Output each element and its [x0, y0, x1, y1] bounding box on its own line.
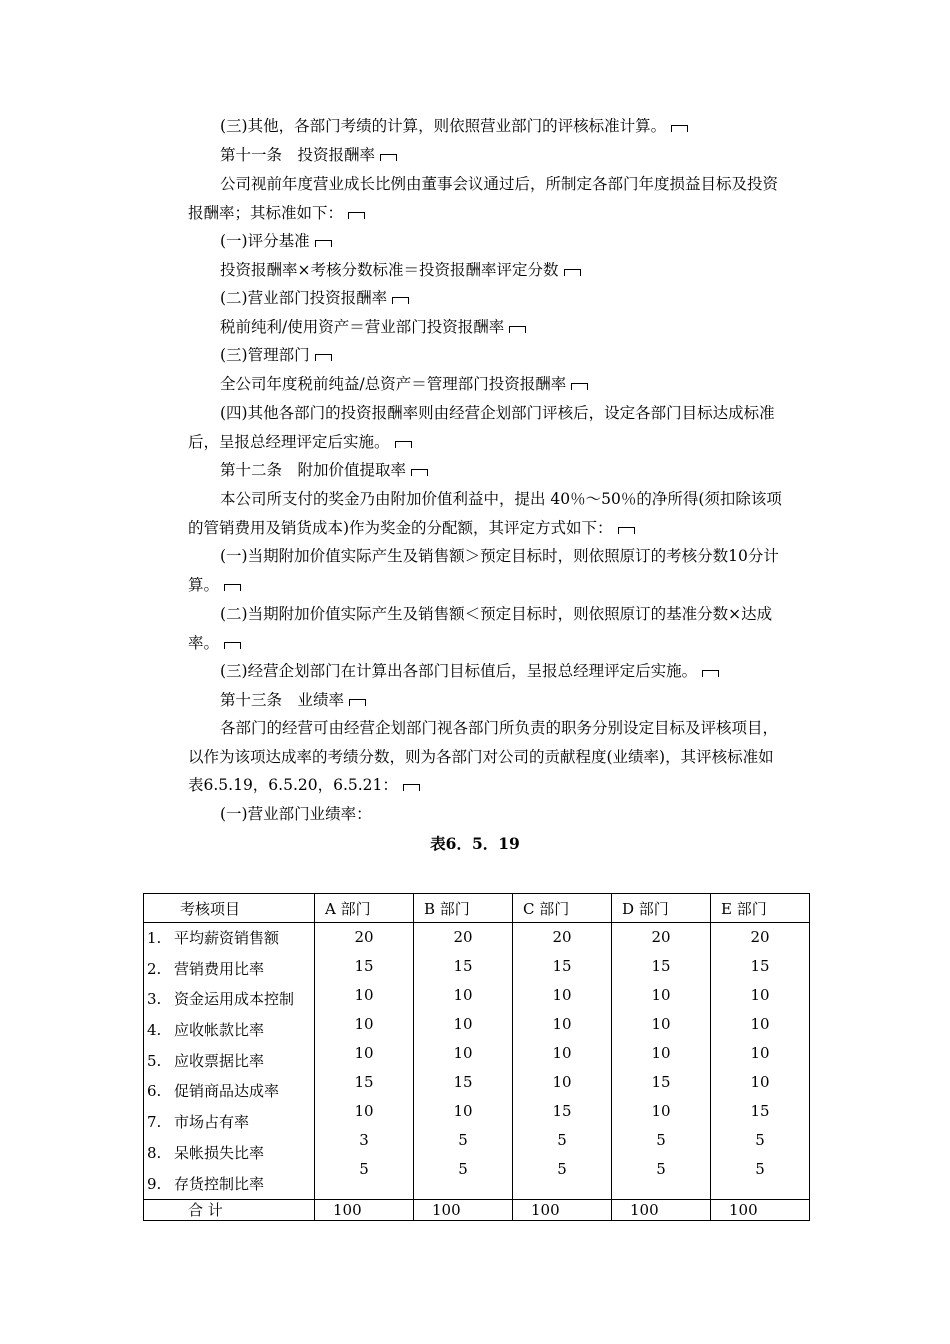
table-cell: 10: [552, 1015, 572, 1033]
paragraph: (四)其他各部门的投资报酬率则由经营企划部门评核后，设定各部门目标达成标准后，呈报总经理评定后实施。: [188, 404, 775, 451]
table-cell: 15: [750, 1102, 770, 1120]
table-cell: 10: [354, 1044, 374, 1062]
paragraph: (三)经营企划部门在计算出各部门目标值后，呈报总经理评定后实施。: [188, 657, 788, 686]
paragraph: 税前纯利/使用资产＝营业部门投资报酬率: [188, 313, 788, 342]
table-body-row: [144, 923, 810, 1200]
table-cell: 20: [453, 928, 473, 946]
table-item: 4. 应收帐款比率: [147, 1021, 265, 1040]
dept-d-values: [612, 923, 711, 1200]
table-cell: 10: [354, 1015, 374, 1033]
paragraph: (一)评分基准: [188, 227, 788, 256]
total-cell: 100: [414, 1200, 513, 1221]
paragraph: 投资报酬率×考核分数标准＝投资报酬率评定分数: [188, 256, 788, 285]
article-heading: 第十一条 投资报酬率: [188, 141, 788, 170]
table-cell: 10: [453, 1015, 473, 1033]
table-cell: 10: [354, 986, 374, 1004]
table-total-row: [144, 1200, 810, 1221]
dept-c-values: [513, 923, 612, 1200]
paragraph: (一)当期附加价值实际产生及销售额＞预定目标时，则依照原订的考核分数10分计算。: [188, 547, 779, 594]
table-header-row: [144, 894, 810, 923]
paragraph-mark-icon: [348, 212, 365, 219]
table-cell: 5: [557, 1131, 567, 1149]
table-cell: 10: [354, 1102, 374, 1120]
total-label: 合 计: [144, 1200, 315, 1221]
paragraph: 本公司所支付的奖金乃由附加价值利益中，提出 40％～50％的净所得(须扣除该项的管销费用及销货成本)作为奖金的分配额，其评定方式如下：: [188, 490, 782, 537]
table-cell: 10: [651, 1102, 671, 1120]
table-cell: 10: [453, 1044, 473, 1062]
total-cell: 100: [711, 1200, 810, 1221]
dept-a-values: [315, 923, 414, 1200]
paragraph-mark-icon: [315, 240, 332, 247]
table-cell: 5: [656, 1160, 666, 1178]
article-heading: 第十三条 业绩率: [188, 686, 788, 715]
paragraph: 公司视前年度营业成长比例由董事会议通过后，所制定各部门年度损益目标及投资报酬率；其标准如下：: [188, 175, 779, 222]
paragraph-mark-icon: [671, 125, 688, 132]
table-cell: 15: [651, 1073, 671, 1091]
header-dept-b: B 部门: [414, 894, 513, 923]
header-dept-e: E 部门: [711, 894, 810, 923]
paragraph: 全公司年度税前纯益/总资产＝管理部门投资报酬率: [188, 370, 788, 399]
paragraph-mark-icon: [403, 784, 420, 791]
paragraph-mark-icon: [224, 584, 241, 591]
table-item: 7. 市场占有率: [147, 1113, 250, 1132]
table-cell: 10: [750, 1044, 770, 1062]
table-cell: 5: [458, 1160, 468, 1178]
paragraph-mark-icon: [411, 469, 428, 476]
paragraph: (一)营业部门业绩率：: [220, 805, 372, 823]
table-item: 2. 营销费用比率: [147, 959, 265, 978]
table-cell: 15: [453, 1073, 473, 1091]
table-cell: 15: [651, 957, 671, 975]
table-item: 1. 平均薪资销售额: [147, 929, 280, 947]
table-item: 5. 应收票据比率: [147, 1051, 265, 1070]
paragraph: (二)当期附加价值实际产生及销售额＜预定目标时，则依照原订的基准分数×达成率。: [188, 605, 773, 652]
table-cell: 20: [552, 928, 572, 946]
table-cell: 20: [354, 928, 374, 946]
table-cell: 10: [552, 1073, 572, 1091]
table-cell: 15: [354, 1073, 374, 1091]
table-cell: 15: [750, 957, 770, 975]
table-cell: 15: [354, 957, 374, 975]
article-heading: 第十二条 附加价值提取率: [188, 456, 788, 485]
table-cell: 10: [750, 986, 770, 1004]
table-cell: 10: [552, 986, 572, 1004]
table-cell: 20: [651, 928, 671, 946]
paragraph-mark-icon: [509, 326, 526, 333]
paragraph-mark-icon: [392, 297, 409, 304]
score-table: [143, 893, 810, 1221]
header-dept-a: A 部门: [315, 894, 414, 923]
table-item: 3. 资金运用成本控制: [147, 990, 295, 1009]
dept-b-values: [414, 923, 513, 1200]
paragraph: (三)其他，各部门考绩的计算，则依照营业部门的评核标准计算。: [188, 112, 788, 141]
paragraph-mark-icon: [571, 383, 588, 390]
paragraph-mark-icon: [224, 642, 241, 649]
table-cell: 10: [651, 986, 671, 1004]
table-cell: 20: [750, 928, 770, 946]
paragraph-mark-icon: [380, 154, 397, 161]
total-cell: 100: [315, 1200, 414, 1221]
paragraph: (二)营业部门投资报酬率: [188, 284, 788, 313]
header-dept-c: C 部门: [513, 894, 612, 923]
table-cell: 10: [453, 986, 473, 1004]
table-cell: 10: [453, 1102, 473, 1120]
dept-e-values: [711, 923, 810, 1200]
table-cell: 10: [750, 1015, 770, 1033]
paragraph: (三)管理部门: [188, 341, 788, 370]
total-cell: 100: [612, 1200, 711, 1221]
table-cell: 15: [453, 957, 473, 975]
table-cell: 5: [656, 1131, 666, 1149]
table-cell: 5: [755, 1160, 765, 1178]
table-cell: 5: [755, 1131, 765, 1149]
table-cell: 5: [557, 1160, 567, 1178]
paragraph-mark-icon: [564, 269, 581, 276]
header-item: 考核项目: [144, 894, 315, 923]
table-cell: 10: [552, 1044, 572, 1062]
paragraph-mark-icon: [395, 441, 412, 448]
table-item: 6. 促销商品达成率: [147, 1082, 280, 1101]
table-cell: 3: [359, 1131, 369, 1149]
paragraph-mark-icon: [618, 527, 635, 534]
total-cell: 100: [513, 1200, 612, 1221]
paragraph-mark-icon: [315, 354, 332, 361]
table-cell: 10: [651, 1015, 671, 1033]
paragraph: 各部门的经营可由经营企划部门视各部门所负责的职务分别设定目标及评核项目，以作为该项达成率的考绩分数，则为各部门对公司的贡献程度(业绩率)，其评核标准如表6.5.19，6.5.20，6.5.21：: [188, 719, 779, 795]
table-cell: 5: [458, 1131, 468, 1149]
paragraph-mark-icon: [702, 670, 719, 677]
item-list: [144, 923, 315, 1200]
table-cell: 15: [552, 957, 572, 975]
table-item: 8. 呆帐损失比率: [147, 1143, 265, 1162]
table-cell: 5: [359, 1160, 369, 1178]
table-cell: 10: [750, 1073, 770, 1091]
table-cell: 15: [552, 1102, 572, 1120]
header-dept-d: D 部门: [612, 894, 711, 923]
table-caption: 表6．5．19: [430, 834, 520, 853]
table-cell: 10: [651, 1044, 671, 1062]
table-item: 9. 存货控制比率: [147, 1174, 265, 1193]
paragraph-mark-icon: [349, 699, 366, 706]
